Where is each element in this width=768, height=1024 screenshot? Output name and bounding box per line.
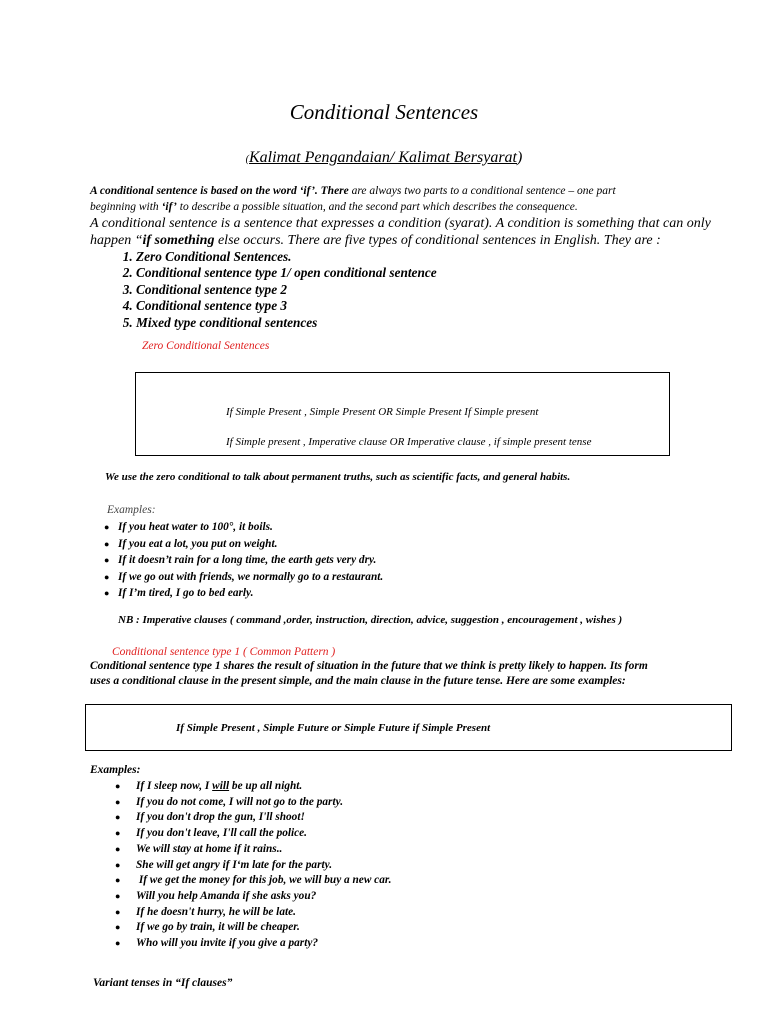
bullet-icon: ● bbox=[115, 781, 121, 791]
variant-heading bbox=[93, 977, 232, 989]
bullet-icon: ● bbox=[104, 588, 110, 598]
type1-desc-1: Conditional sentence type 1 shares the result of situation in the future that we think is pretty likely to happen. Its form bbox=[90, 660, 648, 672]
list-item bbox=[104, 585, 383, 602]
intro-line-3: A conditional sentence is a sentence that expresses a condition (syarat). A condition is something that can only bbox=[90, 216, 711, 231]
page-title: Conditional Sentences bbox=[289, 100, 479, 124]
intro-line-2-b: to describe a possible situation, and the second part which describes the consequence. bbox=[176, 201, 578, 213]
bullet-icon: ● bbox=[115, 812, 121, 823]
example-emphasis: I’m tired bbox=[128, 587, 171, 599]
list-item bbox=[115, 936, 391, 952]
list-item bbox=[104, 519, 383, 536]
bullet-icon: ● bbox=[115, 906, 121, 917]
zero-nb: NB : Imperative clauses ( command ,order, instruction, direction, advice, suggestion , encouragement , wishes ) bbox=[118, 614, 623, 626]
intro-line-4-a: happen “ bbox=[90, 233, 143, 248]
example-text: If we get the money for this job, we will buy a new car. bbox=[136, 874, 392, 887]
example-text-rest: be up all night. bbox=[229, 780, 303, 792]
bullet-icon: ● bbox=[115, 875, 121, 886]
bullet-icon: ● bbox=[115, 922, 121, 933]
example-text: If bbox=[118, 587, 129, 599]
zero-examples-label: Examples: bbox=[107, 504, 156, 516]
example-text-rest: rain for a long time, the earth gets very dry. bbox=[171, 554, 377, 566]
list-item bbox=[115, 779, 391, 795]
type1-examples-label: Examples: bbox=[90, 764, 141, 776]
example-text: If it bbox=[118, 554, 139, 566]
bullet-icon: ● bbox=[115, 843, 121, 854]
list-item bbox=[104, 552, 383, 569]
bullet-icon: ● bbox=[104, 571, 110, 582]
intro-line-1-rest: are always two parts to a conditional sentence – one part bbox=[348, 185, 616, 197]
type1-formula: If Simple Present , Simple Future or Simple Future if Simple Present bbox=[176, 722, 491, 734]
example-text: If you don't drop the gun, I'll shoot! bbox=[136, 811, 305, 824]
example-text: Who will you invite if you give a party? bbox=[136, 937, 318, 950]
list-item bbox=[115, 920, 391, 936]
bullet-icon: ● bbox=[104, 538, 110, 549]
list-item bbox=[115, 873, 392, 889]
types-list-item: 4. Conditional sentence type 3 bbox=[136, 298, 437, 314]
list-item bbox=[115, 826, 391, 842]
list-item bbox=[104, 536, 383, 553]
zero-formula-box bbox=[135, 372, 670, 456]
zero-heading: Zero Conditional Sentences bbox=[142, 340, 270, 352]
bullet-icon: ● bbox=[104, 522, 110, 532]
example-text: If you heat water to 100°, it boils. bbox=[118, 521, 273, 533]
list-item bbox=[115, 795, 391, 811]
subtitle-text: Kalimat Pengandaian/ Kalimat Bersyarat bbox=[249, 149, 517, 166]
bullet-icon: ● bbox=[104, 555, 110, 565]
bullet-icon: ● bbox=[115, 938, 121, 949]
bullet-icon: ● bbox=[115, 828, 121, 839]
list-item bbox=[115, 858, 391, 874]
intro-line-1-lead: A conditional sentence is based on the word ‘if’. There bbox=[90, 185, 349, 197]
intro-line-4 bbox=[90, 233, 661, 249]
intro-line-4-b: if something bbox=[142, 233, 215, 248]
zero-usage: We use the zero conditional to talk about permanent truths, such as scientific facts, and general habits. bbox=[105, 471, 571, 483]
types-list-item: 2. Conditional sentence type 1/ open conditional sentence bbox=[136, 265, 437, 281]
type1-desc-2: uses a conditional clause in the present simple, and the main clause in the future tense. Here are some examples: bbox=[90, 675, 626, 687]
list-item bbox=[104, 569, 384, 586]
example-text: If we go by train, it will be cheaper. bbox=[136, 921, 300, 934]
list-item bbox=[115, 842, 391, 858]
page-subtitle bbox=[0, 149, 768, 167]
zero-formula-2: If Simple present , Imperative clause OR Imperative clause , if simple present tense bbox=[226, 436, 592, 448]
zero-formula-1: If Simple Present , Simple Present OR Simple Present If Simple present bbox=[226, 406, 539, 418]
example-underlined: will bbox=[212, 780, 230, 792]
variant-heading-c: ” bbox=[226, 977, 233, 989]
example-text: If he doesn't hurry, he will be late. bbox=[136, 905, 296, 918]
example-text: If you eat a lot, you put on weight. bbox=[118, 537, 278, 550]
example-text: Will you help Amanda if she asks you? bbox=[136, 889, 317, 902]
example-text: We will stay at home if it rains.. bbox=[136, 842, 283, 855]
example-emphasis: doesn’t bbox=[138, 554, 172, 566]
types-list bbox=[110, 249, 437, 331]
types-list-item: 1. Zero Conditional Sentences. bbox=[136, 249, 437, 265]
example-text: If I sleep now, I bbox=[136, 780, 213, 792]
bullet-icon: ● bbox=[115, 859, 121, 870]
zero-examples-list bbox=[104, 519, 384, 602]
example-text: If you do not come, I will not go to the party. bbox=[136, 795, 344, 808]
types-list-item: 3. Conditional sentence type 2 bbox=[136, 282, 437, 298]
types-list-item: 5. Mixed type conditional sentences bbox=[136, 315, 437, 331]
example-text-rest: , I go to bed early. bbox=[170, 587, 254, 599]
list-item bbox=[115, 905, 391, 921]
list-item bbox=[115, 889, 391, 905]
intro-line-4-c: else occurs. There are five types of conditional sentences in English. They are : bbox=[214, 233, 661, 248]
intro-line-2-a: beginning with bbox=[90, 201, 162, 213]
type1-examples-list bbox=[115, 779, 392, 952]
list-item bbox=[115, 810, 391, 826]
bullet-icon: ● bbox=[115, 796, 121, 807]
subtitle-close-paren: ) bbox=[517, 149, 523, 166]
intro-line-1 bbox=[90, 185, 616, 197]
subtitle-open-paren: ( bbox=[245, 154, 249, 165]
example-text: She will get angry if I‘m late for the party. bbox=[136, 858, 333, 871]
type1-heading: Conditional sentence type 1 ( Common Pattern ) bbox=[112, 646, 336, 658]
example-text: If we go out with friends, we normally go to a restaurant. bbox=[118, 570, 384, 583]
type1-formula-box bbox=[85, 704, 732, 751]
example-text: If you don't leave, I'll call the police. bbox=[136, 827, 307, 840]
intro-line-2 bbox=[90, 201, 578, 213]
bullet-icon: ● bbox=[115, 890, 121, 901]
intro-line-2-if: ‘if’ bbox=[161, 201, 177, 213]
variant-heading-a: Variant tenses in “ bbox=[93, 977, 181, 989]
variant-heading-b: If clauses bbox=[180, 977, 227, 989]
